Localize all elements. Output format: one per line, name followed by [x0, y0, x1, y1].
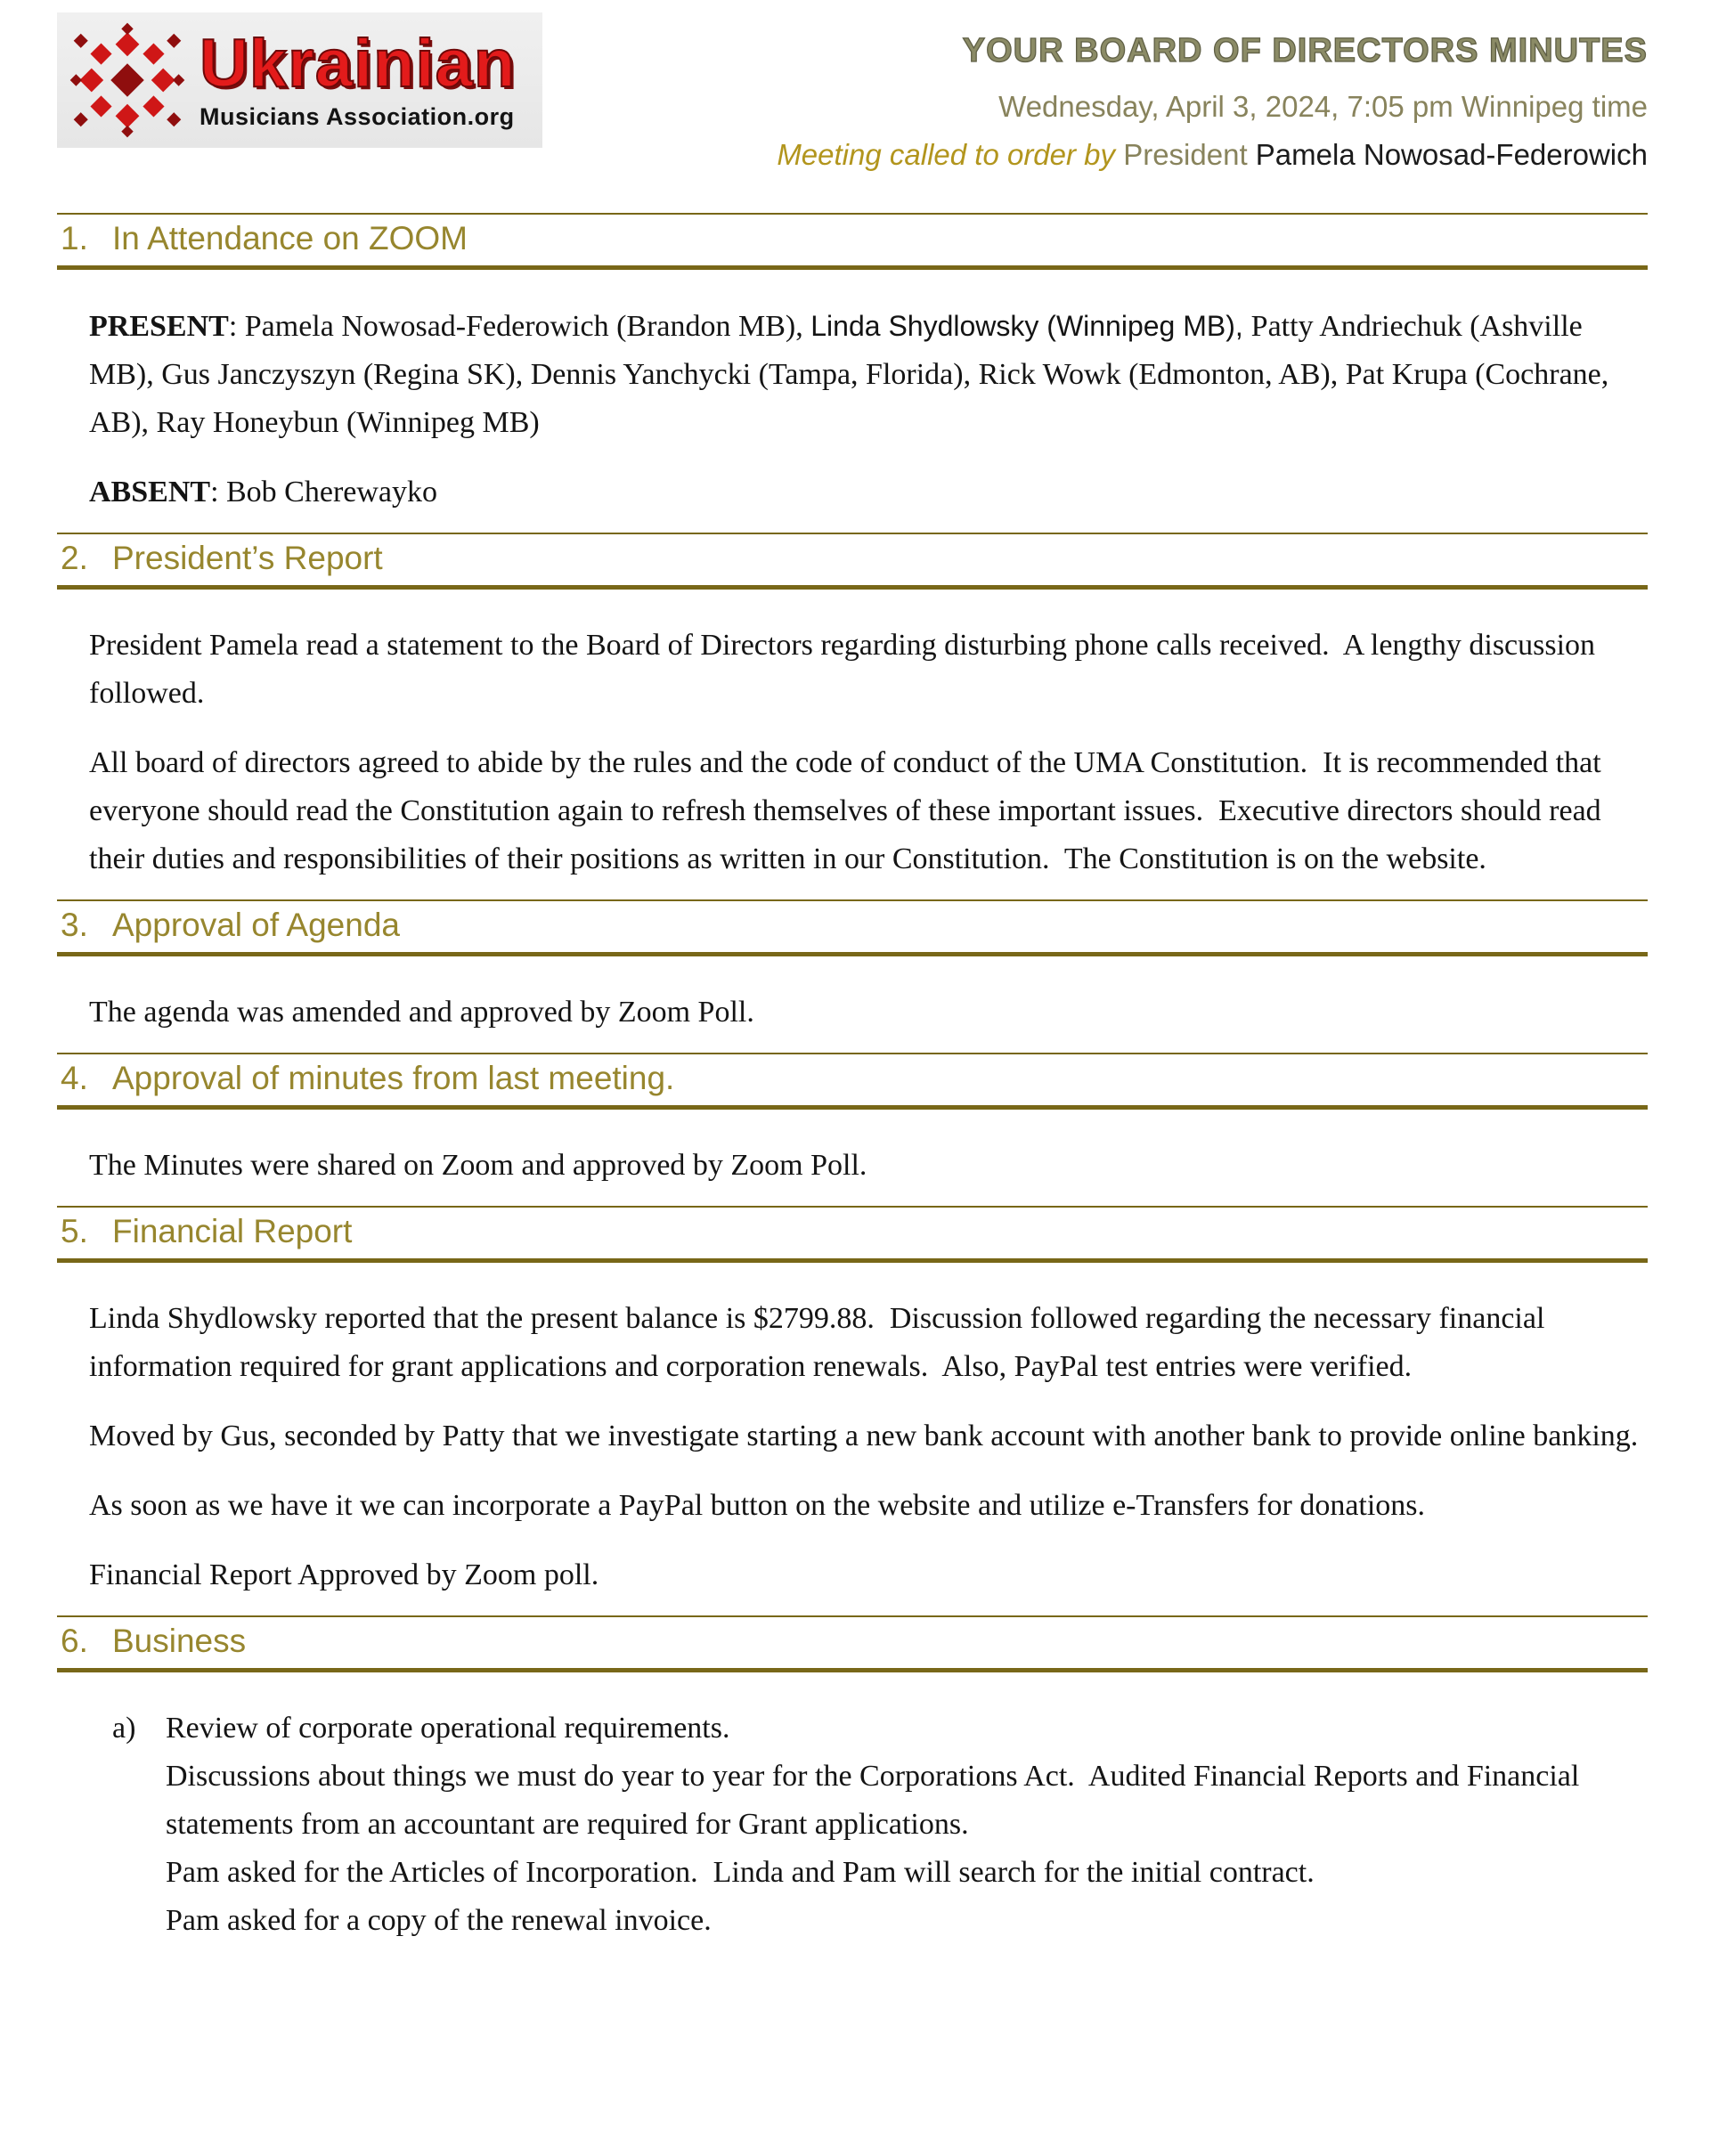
header-meta [777, 12, 1648, 172]
section-title: In Attendance on ZOOM [112, 220, 468, 256]
section-body [57, 1672, 1648, 1961]
paragraph: All board of directors agreed to abide by the rules and the code of conduct of the UMA Constitution. It is recommended that everyone should read the Constitution again to refresh themselves of these important issues. Executive directors should read their duties and responsibilities of their positions as written in our Constitution. The Constitution is on the website. [89, 746, 1609, 875]
present-label: PRESENT [89, 310, 229, 343]
section-minutes-approval [57, 1053, 1648, 1206]
paragraph: As soon as we have it we can incorporate a PayPal button on the website and utilize e-Transfers for donations. [89, 1489, 1426, 1522]
called-to-order-lead: Meeting called to order by [777, 138, 1124, 171]
section-body [57, 590, 1648, 899]
section-agenda-approval [57, 899, 1648, 1053]
section-number: 4. [61, 1060, 88, 1096]
logo-text [200, 25, 517, 131]
section-presidents-report [57, 533, 1648, 899]
present-names-serif: : Pamela Nowosad-Federowich (Brandon MB), [228, 310, 811, 343]
section-title: President’s Report [112, 540, 383, 576]
section-title: Business [112, 1623, 247, 1659]
uma-logo [57, 12, 542, 148]
document-title: YOUR BOARD OF DIRECTORS MINUTES [962, 32, 1648, 69]
section-financial-report [57, 1206, 1648, 1615]
paragraph: Linda Shydlowsky reported that the present balance is $2799.88. Discussion followed regarding the necessary financial information required for grant applications and corporation renewals. Also, PayPal test entries were verified. [89, 1302, 1552, 1383]
section-heading [57, 215, 1648, 265]
paragraph: Moved by Gus, seconded by Patty that we investigate starting a new bank account with another bank to provide online banking. [89, 1420, 1639, 1452]
business-item-a [89, 1704, 1648, 1945]
called-to-order-line [777, 138, 1648, 172]
section-number: 5. [61, 1213, 88, 1249]
paragraph: The Minutes were shared on Zoom and approved by Zoom Poll. [89, 1149, 867, 1182]
paragraph: Discussions about things we must do year to year for the Corporations Act. Audited Financial Reports and Financial statements from an accountant are required for Grant applications. [166, 1760, 1587, 1841]
section-body [57, 1263, 1648, 1615]
section-title: Financial Report [112, 1213, 353, 1249]
embroidery-cross-icon [68, 20, 187, 140]
present-names-sans: Linda Shydlowsky (Winnipeg MB), [810, 310, 1251, 342]
section-heading [57, 1054, 1648, 1105]
paragraph: Financial Report Approved by Zoom poll. [89, 1558, 599, 1591]
paragraph: President Pamela read a statement to the Board of Directors regarding disturbing phone calls received. A lengthy discussion followed. [89, 629, 1603, 710]
section-number: 6. [61, 1623, 88, 1659]
section-title: Approval of minutes from last meeting. [112, 1060, 675, 1096]
absent-names: : Bob Cherewayko [210, 476, 438, 508]
called-to-order-role: President [1123, 138, 1256, 171]
section-body [57, 956, 1648, 1053]
list-item-marker: a) [112, 1712, 136, 1745]
section-body [57, 1110, 1648, 1206]
section-title: Approval of Agenda [112, 907, 400, 943]
business-item-content [166, 1704, 1648, 1945]
section-heading [57, 1208, 1648, 1258]
logo-subtitle-text: Musicians Association.org [200, 102, 515, 130]
absent-line [89, 468, 1648, 517]
section-attendance [57, 213, 1648, 533]
section-heading [57, 534, 1648, 585]
present-names-serif-2: Patty Andriechuk (Ashville MB), Gus Janczyszyn (Regina SK), Dennis Yanchycki (Tampa, Florida), Rick Wowk (Edmonton, AB), Pat Krupa (Cochrane, AB), Ray Honeybun (Winnipeg MB) [89, 310, 1615, 439]
paragraph: The agenda was amended and approved by Zoom Poll. [89, 996, 754, 1029]
section-business [57, 1615, 1648, 1961]
absent-label: ABSENT [89, 476, 211, 508]
paragraph: Review of corporate operational requirements. [166, 1712, 730, 1745]
paragraph: Pam asked for the Articles of Incorporation. Linda and Pam will search for the initial contract. [166, 1856, 1315, 1889]
section-heading [57, 901, 1648, 952]
president-name: Pamela Nowosad-Federowich [1255, 138, 1648, 171]
section-body [57, 270, 1648, 533]
paragraph: Pam asked for a copy of the renewal invoice. [166, 1904, 712, 1937]
meeting-datetime: Wednesday, April 3, 2024, 7:05 pm Winnipeg time [998, 90, 1648, 123]
section-number: 2. [61, 540, 88, 576]
logo-brand-text: Ukrainian [200, 25, 517, 102]
section-number: 3. [61, 907, 88, 943]
page-header [57, 12, 1648, 172]
section-heading [57, 1617, 1648, 1668]
section-number: 1. [61, 220, 88, 256]
present-line [89, 302, 1648, 447]
